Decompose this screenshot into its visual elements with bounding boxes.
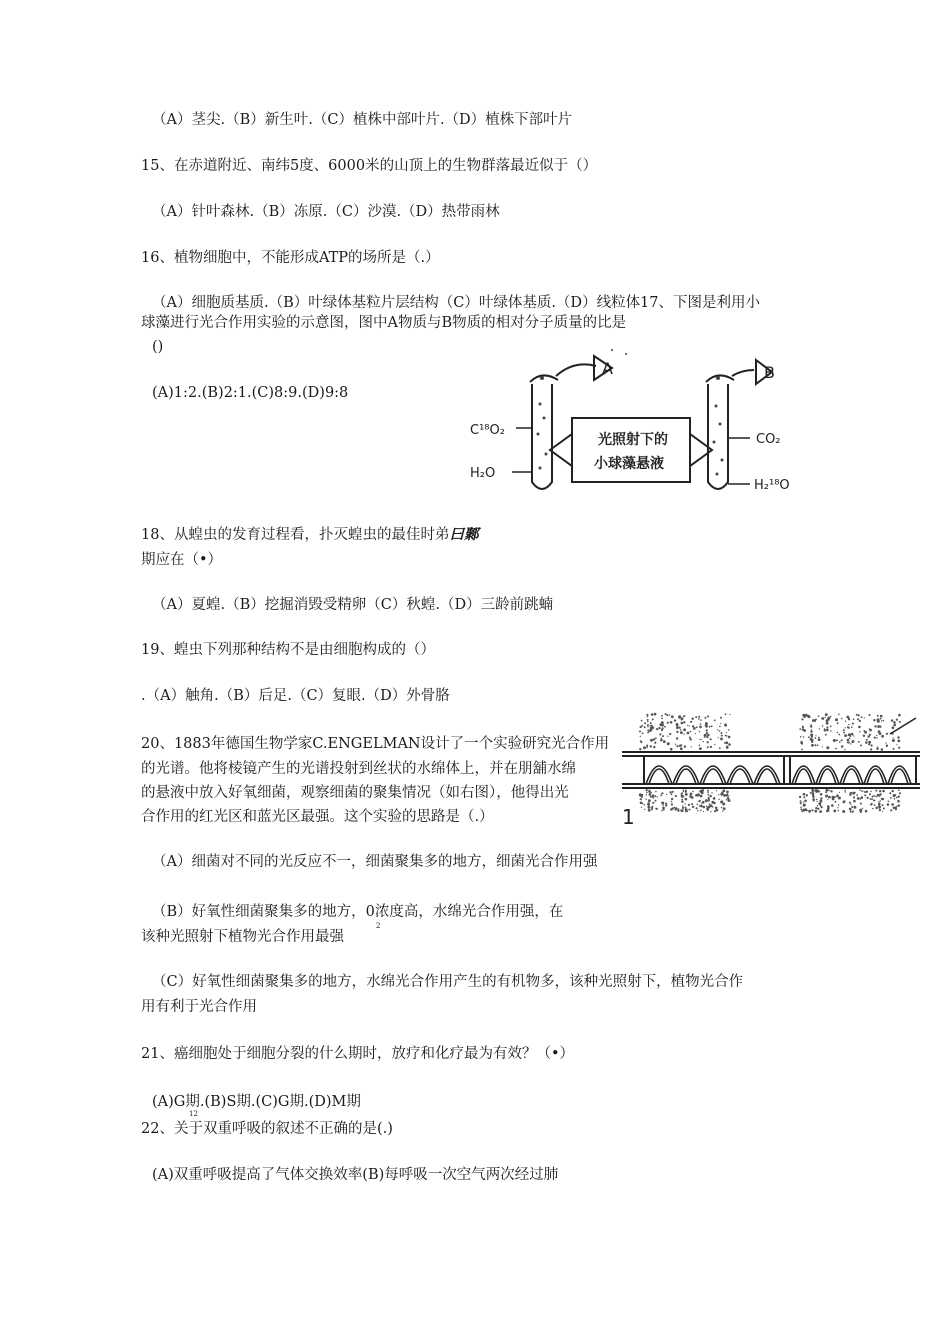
label-right-bottom: H₂¹⁸O xyxy=(754,478,790,493)
q14-options: （A）茎尖.（B）新生叶.（C）植株中部叶片.（D）植株下部叶片 xyxy=(152,112,573,128)
q18-options: （A）夏蝗.（B）挖掘消毁受精卵（C）秋蝗.（D）三龄前跳蝻 xyxy=(152,597,554,613)
q20-option-c-line2: 用有利于光合作用 xyxy=(141,999,257,1015)
q21-subscript: 12 xyxy=(189,1110,198,1118)
q19-options: .（A）触角.（B）后足.（C）复眼.（D）外骨胳 xyxy=(141,688,450,704)
q20-option-c-line1: （C）好氧性细菌聚集多的地方，水绵光合作用产生的有机物多，该种光照射下，植物光合作 xyxy=(152,974,744,990)
label-center-line2: 小球藻悬液 xyxy=(594,456,664,472)
q18-garbled-text: 曰鄹 xyxy=(449,526,479,543)
q18-stem-line2: 期应在（•） xyxy=(141,552,223,568)
q20-stem-line2: 的光谱。他将棱镜产生的光谱投射到丝状的水绵体上，并在朋舖水绵 xyxy=(141,761,576,777)
q20-option-a: （A）细菌对不同的光反应不一，细菌聚集多的地方，细菌光合作用强 xyxy=(152,854,598,870)
q22-options: (A)双重呼吸提高了气体交换效率(B)每呼吸一次空气两次经过肺 xyxy=(152,1167,559,1183)
label-center-line1: 光照射下的 xyxy=(598,432,668,448)
figure-mark: 1 xyxy=(622,805,635,828)
q20-option-b-subscript: 2 xyxy=(376,922,381,930)
q17-stem-line3: () xyxy=(152,339,164,355)
q21-options: (A)G期.(B)S期.(C)G期.(D)M期 xyxy=(152,1094,361,1110)
label-b: B xyxy=(764,363,775,382)
q15-options: （A）针叶森林.（B）冻原.（C）沙漠.（D）热带雨林 xyxy=(152,204,500,220)
q22-stem: 22、关于双重呼吸的叙述不正确的是(.) xyxy=(141,1121,393,1137)
q20-option-b-line2: 该种光照射下植物光合作用最强 xyxy=(141,929,344,945)
spirogyra-bacteria-figure xyxy=(620,712,926,828)
label-a: A xyxy=(602,359,613,378)
q15-stem: 15、在赤道附近、南纬5度、6000米的山顶上的生物群落最近似于（） xyxy=(141,158,598,174)
q18-stem-text: 18、从蝗虫的发育过程看，扑灭蝗虫的最佳时弟 xyxy=(141,527,450,543)
q20-stem-line3: 的悬液中放入好氧细菌，观察细菌的聚集情况（如右图），他得出光 xyxy=(141,785,569,801)
label-right-top: CO₂ xyxy=(756,432,781,447)
q16-stem: 16、植物细胞中，不能形成ATP的场所是（.） xyxy=(141,250,440,266)
label-left-top: C¹⁸O₂ xyxy=(470,423,505,438)
photosynthesis-experiment-figure xyxy=(462,344,812,504)
label-left-bottom: H₂O xyxy=(470,466,496,481)
q21-stem: 21、癌细胞处于细胞分裂的什么期时，放疗和化疗最为有效？（•） xyxy=(141,1046,575,1062)
q16-options-q17-stem: （A）细胞质基质.（B）叶绿体基粒片层结构（C）叶绿体基质.（D）线粒体17、下图是利用小 xyxy=(152,295,761,311)
q19-stem: 19、蝗虫下列那种结构不是由细胞构成的（） xyxy=(141,642,435,658)
q17-options: (A)1:2.(B)2:1.(C)8:9.(D)9:8 xyxy=(152,385,349,401)
q20-stem-line1: 20、1883年德国生物学家C.ENGELMAN设计了一个实验研究光合作用 xyxy=(141,736,610,752)
q20-stem-line4: 合作用的红光区和蓝光区最强。这个实验的思路是（.） xyxy=(141,809,494,825)
q18-stem-line1 xyxy=(141,525,478,545)
q20-option-b-line1: （B）好氧性细菌聚集多的地方，0浓度高，水绵光合作用强，在 xyxy=(152,904,564,920)
q17-stem-line2: 球藻进行光合作用实验的示意图，图中A物质与B物质的相对分子质量的比是 xyxy=(141,315,627,331)
